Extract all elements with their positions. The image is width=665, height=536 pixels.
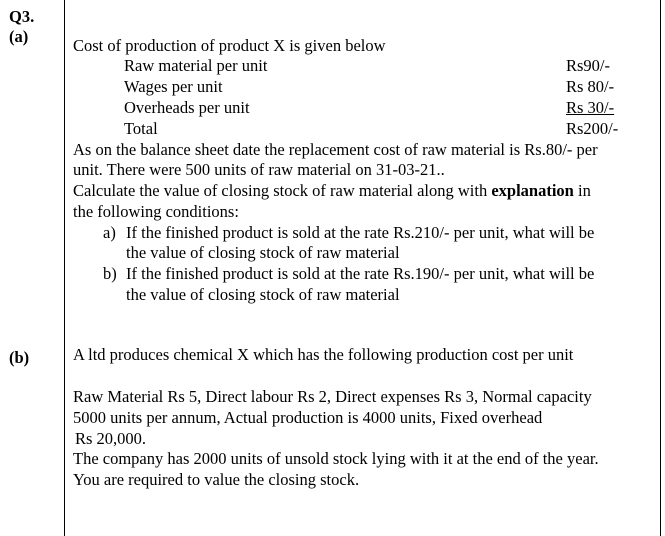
cost-item-amount: Rs 80/- <box>566 77 615 96</box>
condition-text: If the finished product is sold at the rate Rs.210/- per unit, what will be <box>126 223 595 242</box>
part-b-label: (b) <box>9 348 30 367</box>
part-a-intro: Cost of production of product X is given below <box>73 36 386 55</box>
cost-item-label: Overheads per unit <box>124 98 250 117</box>
paragraph-line: Raw Material Rs 5, Direct labour Rs 2, Direct expenses Rs 3, Normal capacity <box>73 387 592 406</box>
cost-item-amount: Rs200/- <box>566 119 619 138</box>
paragraph-line <box>73 181 591 201</box>
paragraph-line: As on the balance sheet date the replacement cost of raw material is Rs.80/- per <box>73 140 598 159</box>
column-divider <box>64 0 65 536</box>
paragraph-line: Rs 20,000. <box>75 429 147 448</box>
cost-item-label: Wages per unit <box>124 77 223 96</box>
cost-item-label: Total <box>124 119 158 138</box>
condition-text: If the finished product is sold at the rate Rs.190/- per unit, what will be <box>126 264 595 283</box>
condition-text: the value of closing stock of raw material <box>126 285 400 304</box>
cost-item-amount: Rs90/- <box>566 56 611 75</box>
right-border <box>660 0 661 536</box>
paragraph-line: 5000 units per annum, Actual production is 4000 units, Fixed overhead <box>73 408 543 427</box>
condition-marker: a) <box>103 223 116 242</box>
paragraph-line: the following conditions: <box>73 202 239 221</box>
question-number: Q3. <box>9 7 35 26</box>
instruction-text: in <box>573 181 591 200</box>
condition-text: the value of closing stock of raw material <box>126 243 400 262</box>
instruction-text: Calculate the value of closing stock of raw material along with <box>73 181 492 200</box>
paragraph-line: unit. There were 500 units of raw material on 31-03-21.. <box>73 160 445 179</box>
cost-item-amount: Rs 30/- <box>566 98 615 117</box>
cost-item-label: Raw material per unit <box>124 56 268 75</box>
paragraph-line: You are required to value the closing stock. <box>73 470 360 489</box>
part-b-intro: A ltd produces chemical X which has the following production cost per unit <box>73 345 574 364</box>
part-a-label: (a) <box>9 27 29 46</box>
emphasis-text: explanation <box>491 181 574 200</box>
paragraph-line: The company has 2000 units of unsold stock lying with it at the end of the year. <box>73 449 599 468</box>
condition-marker: b) <box>103 264 117 283</box>
